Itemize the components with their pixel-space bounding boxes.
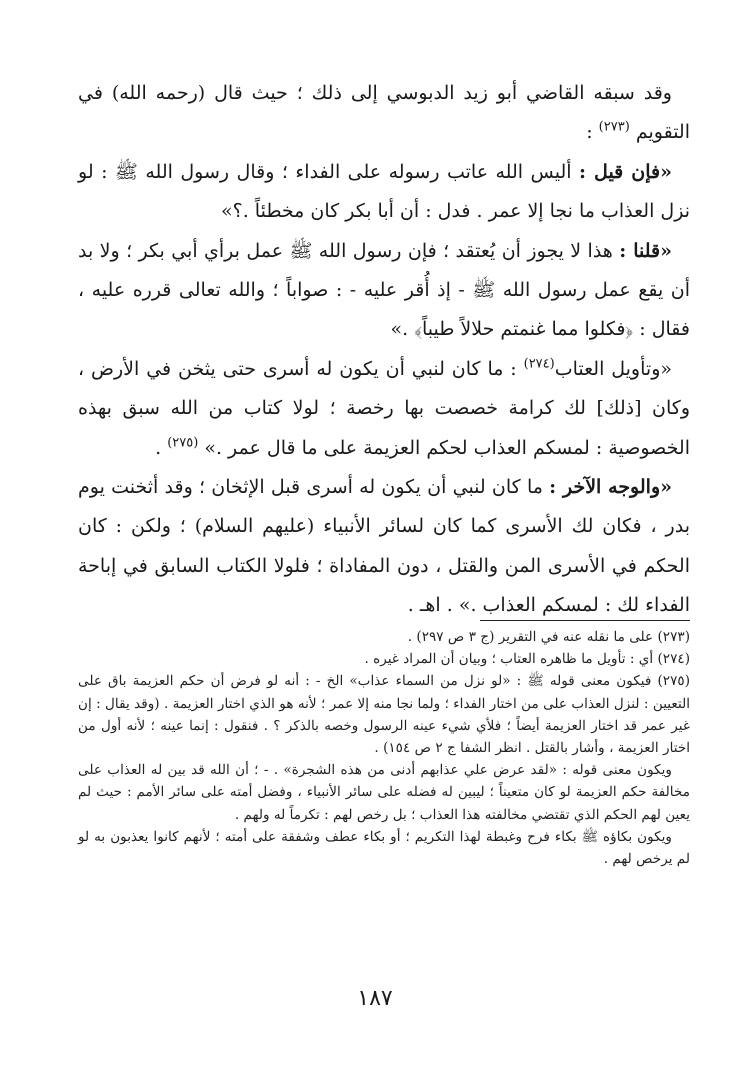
interpretation-lead: «وتأويل العتاب bbox=[554, 357, 672, 380]
footnote-divider bbox=[480, 620, 690, 621]
intro-text: وقد سبقه القاضي أبو زيد الدبوسي إلى ذلك ؛ حيث قال (رحمه الله) في التقويم bbox=[78, 82, 690, 144]
other-view-text: ما كان لنبي أن يكون له أسرى قبل الإثخان ؛ وقد أثخنت يوم بدر ، فكان لك الأسرى كما كان لسائر الأنبياء (عليهم السلام) ؛ ولكن : كان الحكم في الأسرى المن والقتل ، دون المفاداة ؛ فلولا الكتاب السابق في إباحة الفداء لك : لمسكم العذاب .» . اهـ . bbox=[78, 476, 690, 617]
reply-text: هذا لا يجوز أن يُعتقد ؛ فإن رسول الله ﷺ عمل برأي أبي بكر ؛ ولا بد أن يقع عمل رسول الله ﷺ - إذ أُقر عليه - : صواباً ؛ والله تعالى قرره عليه ، فقال : ﴿فكلوا مما غنمتم حلالاً طيباً﴾ .» bbox=[78, 239, 690, 341]
footnote-ref-275[interactable]: (٢٧٥) bbox=[167, 435, 199, 451]
paragraph-quote-intro bbox=[78, 74, 690, 153]
other-view-lead: «والوجه الآخر : bbox=[549, 476, 672, 499]
footnote-275-final: ويكون بكاؤه ﷺ بكاء فرح وغبطة لهذا التكريم ؛ أو بكاء عطف وشفقة على أمته ؛ لأنهم كانوا يعذبون به لو لم يرخص لهم . bbox=[78, 828, 690, 868]
objection-lead: «فإن قيل : bbox=[579, 160, 672, 183]
interpretation-tail: . bbox=[155, 436, 168, 459]
paragraph-other-view bbox=[78, 468, 690, 626]
paragraph-interpretation bbox=[78, 350, 690, 468]
footnote-274: (٢٧٤) أي : تأويل ما ظاهره العتاب ؛ وبيان أن المراد غيره . bbox=[364, 651, 690, 668]
footnotes bbox=[78, 626, 690, 870]
reply-lead: «قلنا : bbox=[619, 239, 672, 262]
footnote-275: (٢٧٥) فيكون معنى قوله ﷺ : «لو نزل من السماء عذاب» الخ - : أنه لو فرض أن حكم العزيمة باق على التعيين : لنزل العذاب على من اختار الفداء ؛ ولما نجا منه إلا عمر ؛ لأنه هو الذي اختار العزيمة . (وقد يقال : إن غير عمر قد اختار العزيمة أيضاً ؛ فلأي شيء عينه الرسول وخصه بالذكر ؟ . فنقول : إنما عينه ؛ لأنه أول من اختار العزيمة ، وأشار بالقتل . انظر الشفا ج ٢ ص ١٥٤) . bbox=[78, 673, 690, 757]
page-content bbox=[78, 74, 690, 868]
footnote-ref-273[interactable]: (٢٧٣) bbox=[598, 120, 630, 136]
intro-tail: : bbox=[586, 121, 599, 144]
main-text bbox=[78, 74, 690, 626]
paragraph-objection bbox=[78, 153, 690, 232]
paragraph-reply bbox=[78, 232, 690, 350]
footnote-273: (٢٧٣) على ما نقله عنه في التقرير (ج ٣ ص ٢٩٧) . bbox=[407, 629, 690, 645]
page-number: ١٨٧ bbox=[357, 986, 393, 1011]
interpretation-text: : ما كان لنبي أن يكون له أسرى حتى يثخن في الأرض ، وكان [ذلك] لك كرامة خصصت بها رخصة ؛ لولا كتاب من الله سبق بهذه الخصوصية : لمسكم العذاب لحكم العزيمة على ما قال عمر .» bbox=[78, 357, 690, 459]
objection-text: أليس الله عاتب رسوله على الفداء ؛ وقال رسول الله ﷺ : لو نزل العذاب ما نجا إلا عمر . فدل : أن أبا بكر كان مخطئاً .؟» bbox=[78, 160, 690, 223]
footnote-275-continued: ويكون معنى قوله : «لقد عرض علي عذابهم أدنى من هذه الشجرة» . - ؛ أن الله قد بين له العذاب على مخالفة حكم العزيمة لو كان متعيناً ؛ ليبين له فضله على سائر الأنبياء ، وفضل أمته على سائر الأمم : حيث لم يعين لهم الحكم الذي تقتضي مخالفته هذا العذاب ؛ بل رخص لهم : تكرماً له ولهم . bbox=[78, 762, 690, 823]
footnote-ref-274[interactable]: (٢٧٤) bbox=[523, 356, 555, 372]
